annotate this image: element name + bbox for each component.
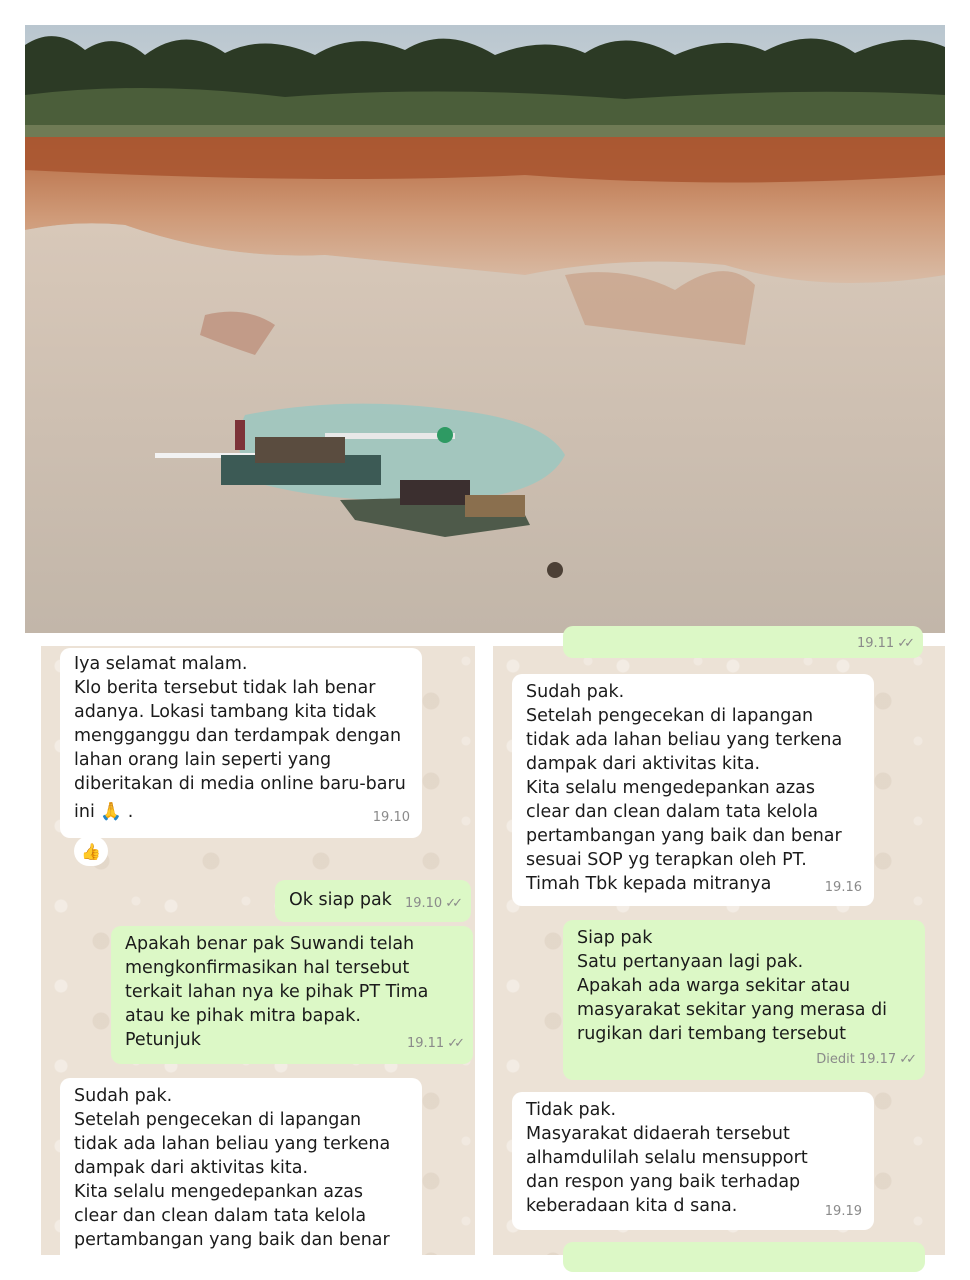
message-line: Apakah benar pak Suwandi telah bbox=[125, 934, 415, 954]
reaction-emoji: 👍 bbox=[81, 841, 101, 861]
chat-screenshot-right bbox=[493, 636, 945, 1255]
message-line: dan respon yang baik terhadap bbox=[526, 1172, 801, 1192]
message-meta bbox=[825, 876, 862, 900]
message-line: Kita selalu mengedepankan azas bbox=[526, 778, 816, 798]
message-line: keberadaan kita d sana. bbox=[526, 1196, 738, 1216]
message-bubble-incoming bbox=[60, 1078, 422, 1278]
message-line: Sudah pak. bbox=[74, 1086, 173, 1106]
message-bubble-incoming bbox=[60, 648, 422, 838]
message-line: clear dan clean dalam tata kelola bbox=[526, 802, 819, 822]
message-line: mengganggu dan terdampak dengan bbox=[74, 726, 402, 746]
chat-screenshot-left bbox=[41, 646, 475, 1255]
message-line: terkait lahan nya ke pihak PT Tima bbox=[125, 982, 429, 1002]
message-line: atau ke pihak mitra bapak. bbox=[125, 1006, 361, 1026]
message-line: clear dan clean dalam tata kelola bbox=[74, 1206, 367, 1226]
message-timestamp: 19.16 bbox=[824, 880, 862, 895]
message-timestamp: 19.10 bbox=[372, 810, 410, 825]
read-receipt-icon: ✓✓ bbox=[447, 1036, 461, 1051]
message-timestamp: 19.19 bbox=[824, 1204, 862, 1219]
message-line: ini 🙏 . bbox=[74, 802, 134, 822]
message-line: Setelah pengecekan di lapangan bbox=[74, 1110, 362, 1130]
message-line: Apakah ada warga sekitar atau bbox=[577, 976, 851, 996]
message-line: dampak dari aktivitas kita. bbox=[74, 1158, 309, 1178]
message-bubble-outgoing bbox=[111, 926, 473, 1064]
message-line: rugikan dari tembang tersebut bbox=[577, 1024, 846, 1044]
message-line: alhamdulilah selalu mensupport bbox=[526, 1148, 808, 1168]
message-meta bbox=[405, 892, 459, 916]
message-bubble-outgoing-partial bbox=[563, 626, 923, 658]
mining-site-photo bbox=[25, 25, 945, 633]
message-timestamp: Diedit 19.17 bbox=[816, 1052, 897, 1067]
message-line: Tidak pak. bbox=[526, 1100, 617, 1120]
message-line: pertambangan yang baik dan benar bbox=[526, 826, 842, 846]
message-line: mengkonfirmasikan hal tersebut bbox=[125, 958, 410, 978]
message-bubble-outgoing bbox=[563, 920, 925, 1080]
message-line: Timah Tbk kepada mitranya bbox=[526, 874, 772, 894]
message-line: Klo berita tersebut tidak lah benar bbox=[74, 678, 376, 698]
read-receipt-icon: ✓✓ bbox=[897, 636, 911, 651]
message-line: tidak ada lahan beliau yang terkena bbox=[74, 1134, 391, 1154]
message-line: masyarakat sekitar yang merasa di bbox=[577, 1000, 888, 1020]
message-line: Ok siap pak bbox=[289, 890, 392, 910]
mining-site-illustration bbox=[25, 25, 945, 633]
read-receipt-icon: ✓✓ bbox=[899, 1052, 913, 1067]
message-line: Petunjuk bbox=[125, 1030, 201, 1050]
message-line: Siap pak bbox=[577, 928, 653, 948]
message-bubble-incoming bbox=[512, 674, 874, 906]
message-timestamp: 19.10 bbox=[404, 896, 443, 911]
read-receipt-icon: ✓✓ bbox=[445, 896, 459, 911]
message-line: Iya selamat malam. bbox=[74, 654, 248, 674]
message-line: tidak ada lahan beliau yang terkena bbox=[526, 730, 843, 750]
message-timestamp: 19.11 bbox=[406, 1036, 445, 1051]
message-line: lahan orang lain seperti yang bbox=[74, 750, 332, 770]
message-line: Kita selalu mengedepankan azas bbox=[74, 1182, 364, 1202]
message-line: pertambangan yang baik dan benar bbox=[74, 1230, 390, 1250]
message-meta bbox=[816, 1048, 913, 1072]
message-line: Setelah pengecekan di lapangan bbox=[526, 706, 814, 726]
message-line: Sudah pak. bbox=[526, 682, 625, 702]
message-line: diberitakan di media online baru-baru bbox=[74, 774, 406, 794]
reaction-thumbs-up-icon[interactable] bbox=[74, 836, 108, 866]
message-timestamp: 19.11 bbox=[856, 636, 895, 651]
message-bubble-incoming bbox=[512, 1092, 874, 1230]
message-meta bbox=[373, 806, 410, 830]
message-meta bbox=[825, 1200, 862, 1224]
message-line: Masyarakat didaerah tersebut bbox=[526, 1124, 790, 1144]
message-line: dampak dari aktivitas kita. bbox=[526, 754, 761, 774]
message-meta bbox=[857, 632, 911, 656]
message-line: Satu pertanyaan lagi pak. bbox=[577, 952, 804, 972]
message-bubble-outgoing-partial bbox=[563, 1242, 925, 1272]
message-line: sesuai SOP yg terapkan oleh PT. bbox=[526, 850, 807, 870]
message-bubble-outgoing bbox=[275, 880, 471, 922]
message-line: adanya. Lokasi tambang kita tidak bbox=[74, 702, 377, 722]
message-meta bbox=[407, 1032, 461, 1056]
